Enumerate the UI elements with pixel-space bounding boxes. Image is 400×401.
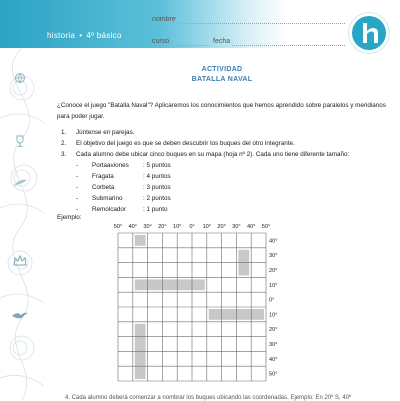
latitude-label: 10° — [269, 312, 278, 319]
longitude-label: 30° — [143, 224, 152, 230]
subject-label: historia — [47, 31, 76, 40]
latitude-label: 40° — [269, 238, 278, 245]
ship-dash: - — [76, 162, 79, 169]
step-number: 3. — [61, 151, 67, 158]
activity-title: ACTIVIDAD — [201, 66, 243, 73]
ship-dash: - — [76, 206, 79, 213]
ship-size: : 5 puntos — [143, 162, 171, 169]
step-number: 1. — [61, 129, 67, 136]
ship-dash: - — [76, 184, 79, 191]
latitude-label: 50° — [269, 371, 278, 378]
latitude-label: 30° — [269, 342, 278, 348]
longitude-label: 10° — [172, 224, 182, 230]
latitude-label: 40° — [269, 356, 278, 363]
step-text: Júntense en parejas. — [76, 129, 135, 136]
longitude-label: 50° — [113, 224, 123, 230]
ship-name: Remolcador — [92, 206, 126, 213]
latitude-label: 10° — [269, 282, 278, 289]
ship-size: : 3 puntos — [143, 184, 171, 191]
step-number: 2. — [61, 140, 67, 147]
example-label: Ejemplo: — [57, 214, 82, 221]
ship-name: Submarino — [92, 195, 123, 202]
longitude-label: 30° — [232, 224, 241, 230]
longitude-label: 20° — [158, 224, 167, 230]
latitude-label: 0° — [269, 297, 275, 304]
longitude-label: 50° — [261, 224, 271, 230]
step-text: El objetivo del juego es que se deben descubrir los buques del otro integrante. — [76, 140, 295, 147]
ship-size: : 4 puntos — [143, 173, 171, 180]
ship-size: : 2 puntos — [143, 195, 171, 202]
step-text: Cada alumno debe ubicar cinco buques en su mapa (hoja nº 2). Cada uno tiene diferente tamaño: — [76, 151, 350, 158]
activity-subtitle: BATALLA NAVAL — [191, 76, 253, 83]
longitude-label: 0° — [189, 224, 195, 230]
ship-name: Fragata — [92, 173, 114, 180]
course-label: curso — [152, 38, 170, 45]
latitude-label: 30° — [269, 253, 278, 260]
longitude-label: 20° — [217, 224, 226, 230]
latitude-label: 20° — [269, 327, 278, 334]
longitude-label: 10° — [202, 224, 212, 230]
grade-label: 4º básico — [86, 31, 122, 40]
separator-dot: • — [79, 31, 83, 40]
ship-dash: - — [76, 173, 79, 180]
ship-size: : 1 punto — [143, 206, 168, 213]
ship-name: Corbeta — [92, 184, 115, 191]
ship-dash: - — [76, 195, 79, 202]
name-label: nombre — [152, 16, 176, 23]
intro-paragraph: ¿Conoce el juego "Batalla Naval"? Aplicaremos los conocimientos que hemos aprendido sobre paralelos y meridianos para poder jugar. — [57, 102, 386, 120]
ship-name: Portaaviones — [92, 162, 129, 169]
latitude-label: 20° — [269, 268, 278, 274]
next-step-text: 4. Cada alumno deberá comenzar a nombrar los buques ubicando las coordenadas. Ejemplo: En 20º S, 40º — [65, 395, 352, 401]
date-label: fecha — [213, 38, 231, 45]
ship-block — [135, 279, 205, 290]
longitude-label: 40° — [246, 224, 256, 230]
longitude-label: 40° — [128, 224, 138, 230]
ship-block — [135, 235, 146, 246]
